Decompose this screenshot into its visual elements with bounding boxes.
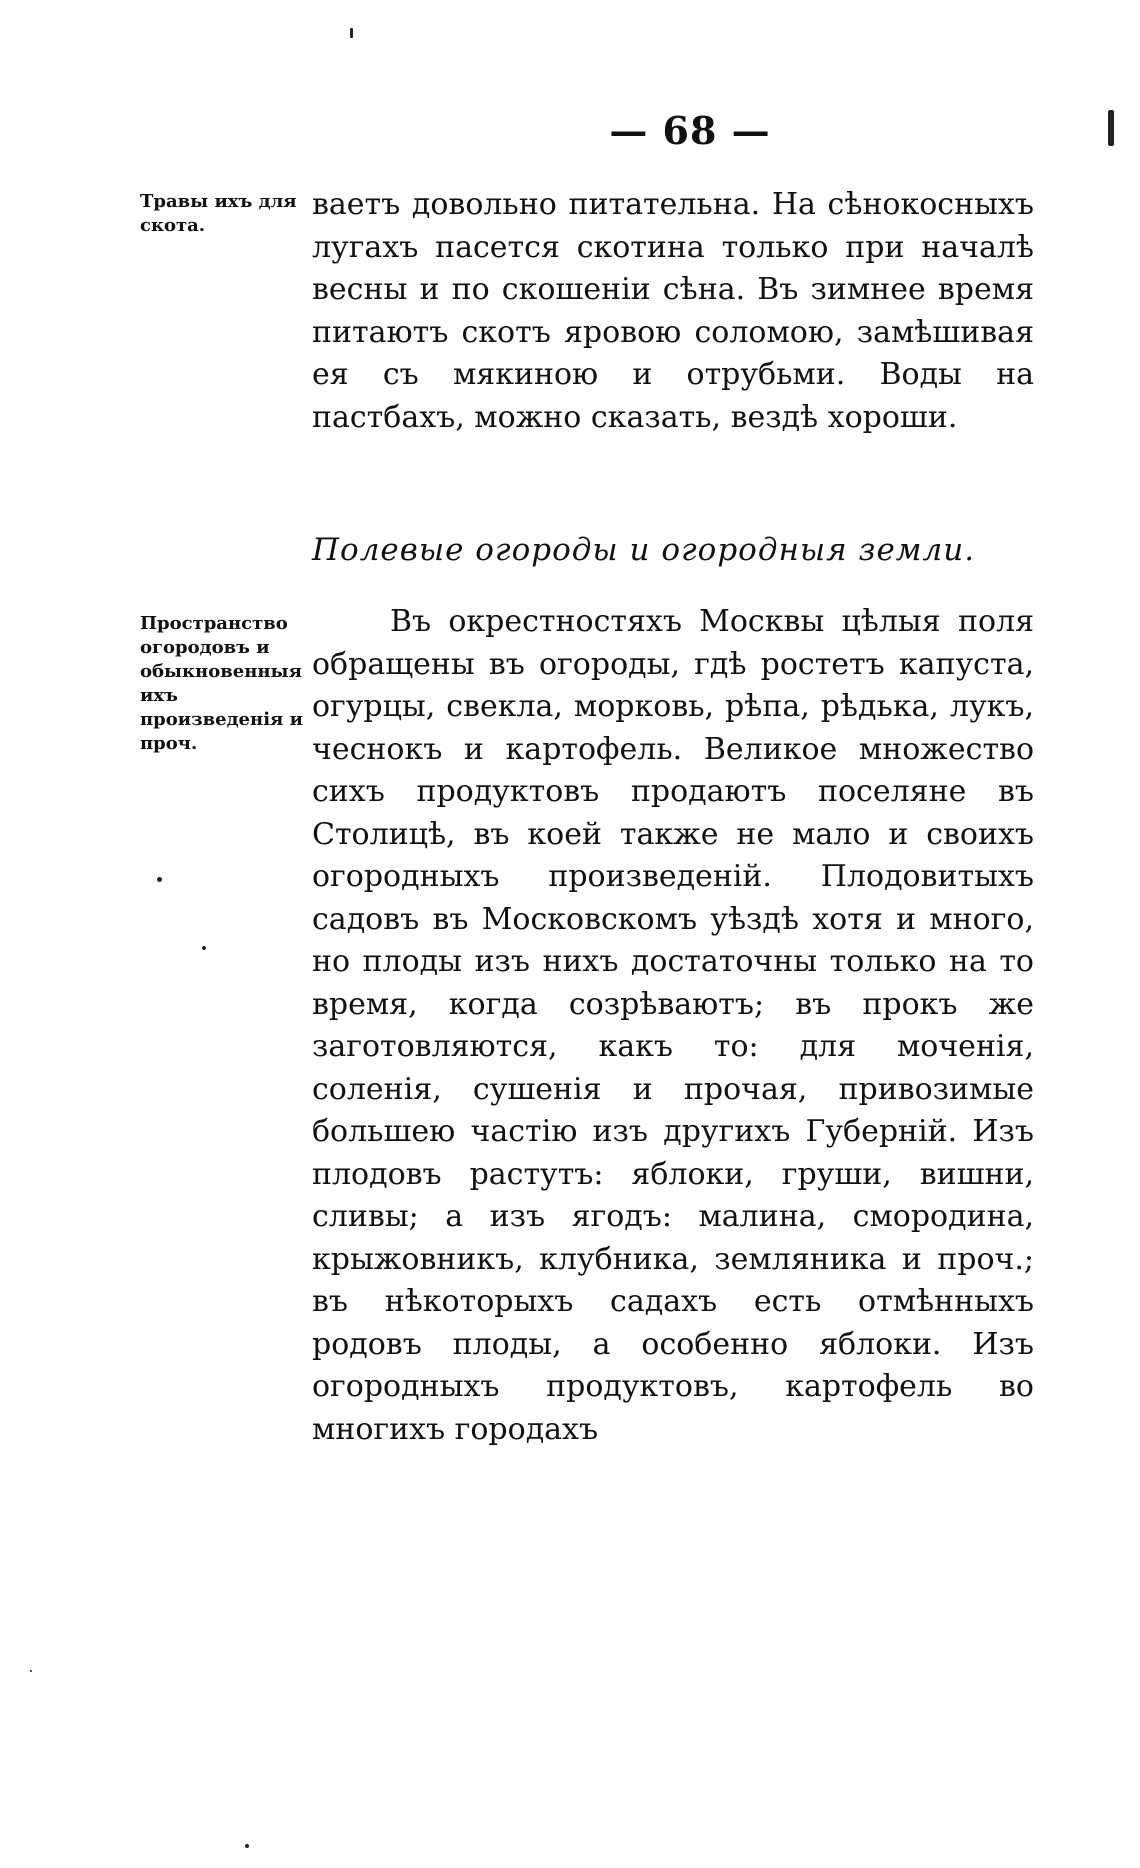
section-heading: Полевые огороды и огородныя земли. xyxy=(312,532,976,568)
page-number: — 68 — xyxy=(609,108,771,153)
print-speck xyxy=(157,877,162,882)
paragraph-gardens-text: Въ окрестностяхъ Москвы цѣлыя поля обращены въ огороды, гдѣ ростетъ капуста, огурцы, свекла, морковь, рѣпа, рѣдька, лукъ, чеснокъ и картофель. Великое множество сихъ продуктовъ продаютъ поселяне въ Столицѣ, въ коей также не мало и своихъ огородныхъ произведеній. Плодовитыхъ садовъ въ Московскомъ уѣздѣ хотя и много, но плоды изъ нихъ достаточны только на то время, когда созрѣваютъ; въ прокъ же заготовляются, какъ то: для моченія, соленія, сушенія и прочая, привозимые большею частію изъ другихъ Губерній. Изъ плодовъ растутъ: яблоки, груши, вишни, сливы; а изъ ягодъ: малина, смородина, крыжовникъ, клубника, земляника и проч.; въ нѣкоторыхъ садахъ есть отмѣнныхъ родовъ плоды, а особенно яблоки. Изъ огородныхъ продуктовъ, картофель во многихъ городахъ xyxy=(312,604,1034,1447)
paragraph-gardens xyxy=(312,601,1034,1451)
print-speck xyxy=(350,28,353,38)
print-speck xyxy=(1108,110,1114,146)
print-speck xyxy=(245,1844,249,1848)
margin-note-pasture: Травы ихъ для скота. xyxy=(140,191,297,236)
print-speck xyxy=(202,946,206,950)
margin-note-gardens: Пространство огородовъ и обыкновенныя ихъ произведенія и проч. xyxy=(140,613,303,754)
paragraph-pasture: ваетъ довольно питательна. На сѣнокосныхъ лугахъ пасется скотина только при началѣ весны и по скошеніи сѣна. Въ зимнее время питаютъ скотъ яровою соломою, замѣшивая ея съ мякиною и отрубьми. Воды на пастбахъ, можно сказать, вездѣ хороши. xyxy=(312,187,1034,435)
print-speck xyxy=(30,1670,32,1672)
